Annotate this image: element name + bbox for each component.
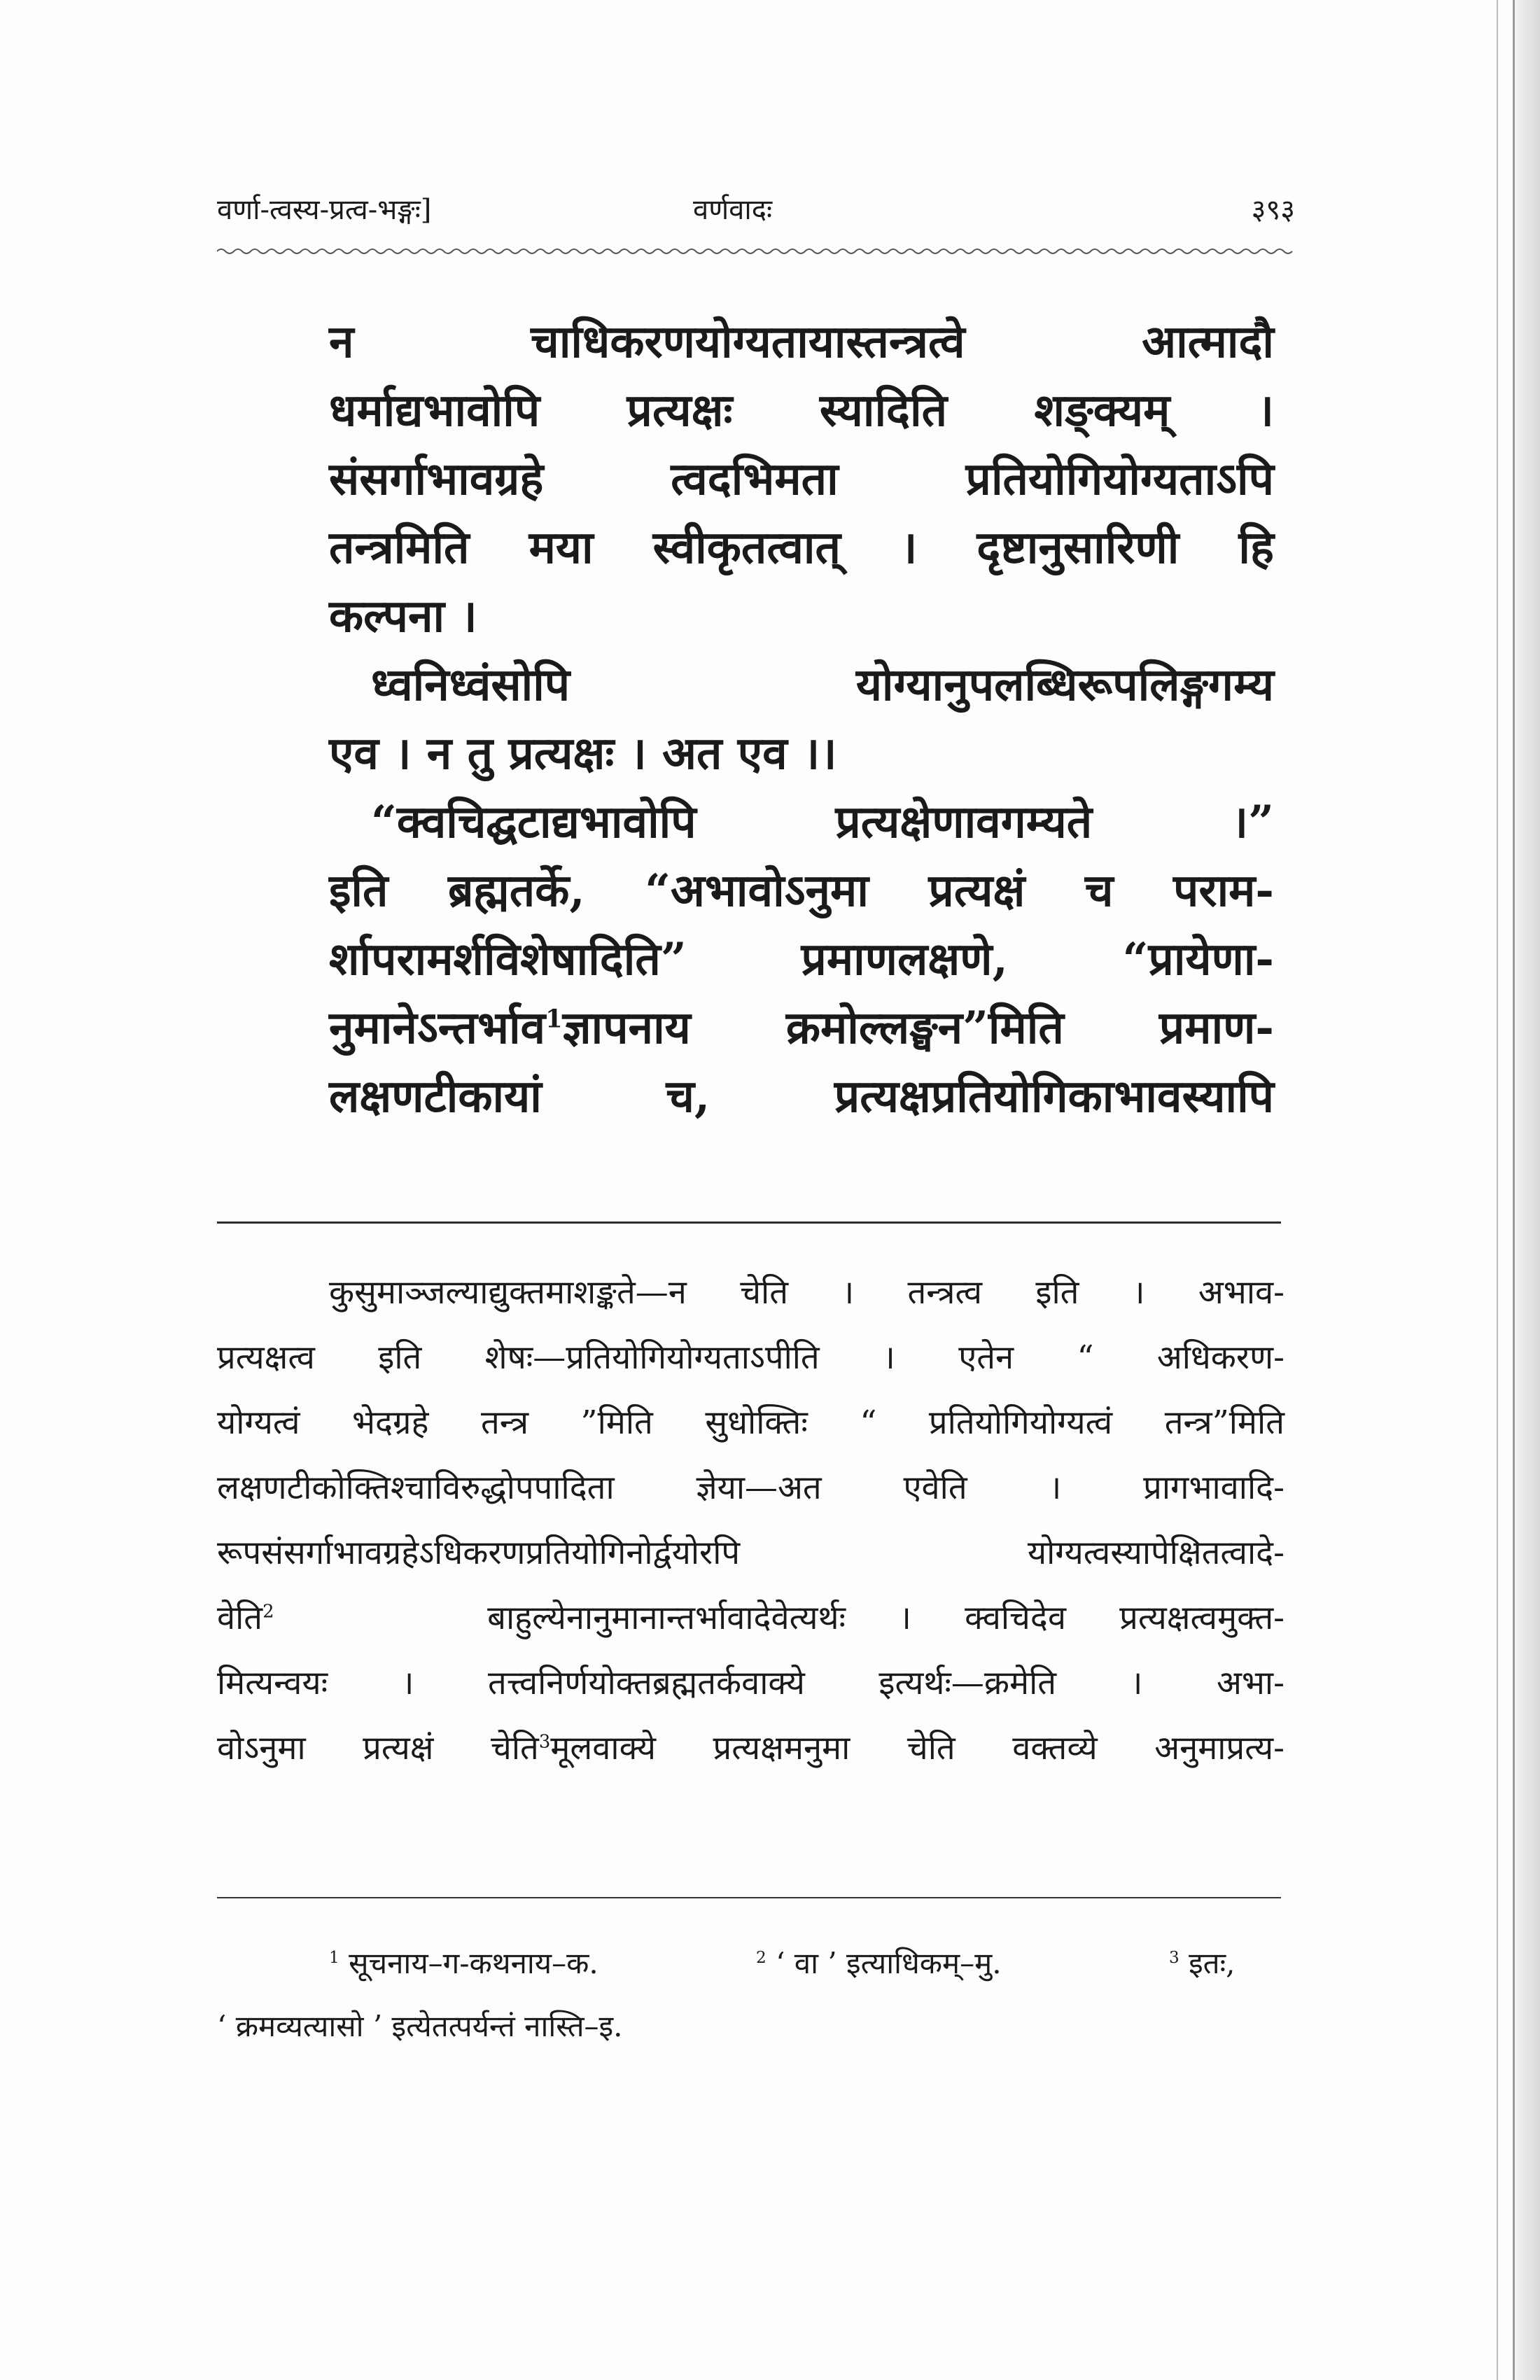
main-line: कल्पना । <box>329 590 477 643</box>
page-edge <box>1513 0 1540 2380</box>
commentary-line-part: वोऽनुमा प्रत्यक्षं चेति <box>217 1729 539 1768</box>
main-line-part: ज्ञापनाय क्रमोल्लङ्घन”मिति प्रमाण- <box>562 1002 1274 1054</box>
header-chapter-title: वर्णवादः <box>693 194 773 226</box>
commentary-line: रूपसंसर्गाभावग्रहेऽधिकरणप्रतियोगिनोर्द्वयोरपि योग्यत्वस्यापेक्षितत्वादे- <box>217 1534 1284 1572</box>
footnote-number: 3 <box>1169 1949 1180 1967</box>
commentary-line: लक्षणटीकोक्तिश्चाविरुद्धोपपादिता ज्ञेया—अत एवेति । प्रागभावादि- <box>217 1469 1284 1507</box>
footnote-text: सूचनाय–ग-कथनाय–क. <box>349 1946 598 1980</box>
footnote-2 <box>756 1932 1002 1995</box>
binding-line <box>1497 0 1498 2380</box>
footnote-row <box>217 1995 1284 2058</box>
footnote-mark: 3 <box>538 1731 551 1753</box>
running-header <box>217 189 1295 238</box>
main-line: एव । न तु प्रत्यक्षः । अत एव ।। <box>329 727 837 780</box>
page-number: ३९३ <box>1251 194 1295 226</box>
main-line: इति ब्रह्मतर्के, “अभावोऽनुमा प्रत्यक्षं च पराम- <box>329 864 1274 917</box>
main-line-part: नुमानेऽन्तर्भाव <box>329 1002 546 1054</box>
main-line: न चाधिकरणयोग्यतायास्तन्त्रत्वे आत्मादौ <box>329 316 1274 368</box>
text-divider <box>217 1222 1281 1224</box>
commentary-line: प्रत्यक्षत्व इति शेषः—प्रतियोगियोग्यताऽपीति । एतेन “ अधिकरण- <box>217 1338 1284 1377</box>
commentary <box>217 1260 1284 1781</box>
footnote-mark: 2 <box>262 1601 274 1623</box>
commentary-line: मित्यन्वयः । तत्त्वनिर्णयोक्तब्रह्मतर्कवाक्ये इत्यर्थः—क्रमेति । अभा- <box>217 1664 1284 1702</box>
commentary-line: कुसुमाञ्जल्याद्युक्तमाशङ्कते—न चेति । तन्त्रत्व इति । अभाव- <box>329 1273 1284 1312</box>
main-line: लक्षणटीकायां च, प्रत्यक्षप्रतियोगिकाभावस्यापि <box>329 1070 1274 1123</box>
main-text <box>329 308 1274 1131</box>
footnote-mark: 1 <box>545 1004 563 1034</box>
main-line: र्शापरामर्शविशेषादिति” प्रमाणलक्षणे, “प्रायेणा- <box>329 933 1274 986</box>
main-line: ध्वनिध्वंसोपि योग्यानुपलब्धिरूपलिङ्गगम्य <box>371 659 1274 711</box>
commentary-line: योग्यत्वं भेदग्रहे तन्त्र ”मिति सुधोक्तिः “ प्रतियोगियोग्यत्वं तन्त्र”मिति <box>217 1404 1284 1442</box>
main-line: तन्त्रमिति मया स्वीकृतत्वात् । दृष्टानुसारिणी हि <box>329 522 1274 574</box>
header-section-title: वर्णा-त्वस्य-प्रत्व-भङ्गः] <box>217 194 432 226</box>
footnote-text: इतः, <box>1189 1946 1236 1980</box>
commentary-line <box>217 1716 1284 1781</box>
commentary-line-part: वेति <box>217 1599 263 1637</box>
footnote-number: 1 <box>329 1949 340 1967</box>
footnote-number: 2 <box>756 1949 766 1967</box>
commentary-line <box>217 1586 1284 1651</box>
footnote-divider <box>217 1897 1281 1898</box>
footnote-1 <box>329 1932 598 1995</box>
footnote-row <box>217 1932 1284 1995</box>
commentary-line-part: मूलवाक्ये प्रत्यक्षमनुमा चेति वक्तव्ये अनुमाप्रत्य- <box>550 1729 1284 1768</box>
main-line <box>329 994 1274 1063</box>
footnote-text: ‘ वा ’ इत्याधिकम्–मु. <box>776 1946 1002 1980</box>
commentary-line-part: बाहुल्येनानुमानान्तर्भावादेवेत्यर्थः । क्वचिदेव प्रत्यक्षत्वमुक्त- <box>487 1599 1284 1637</box>
footnotes <box>217 1932 1284 2058</box>
main-line: “क्वचिद्घटाद्यभावोपि प्रत्यक्षेणावगम्यते ।” <box>371 796 1274 848</box>
main-line: संसर्गाभावग्रहे त्वदभिमता प्रतियोगियोग्यताऽपि <box>329 453 1274 505</box>
footnote-3-continued: ‘ क्रमव्यत्यासो ’ इत्येतत्पर्यन्तं नास्ति–इ. <box>217 2009 623 2043</box>
main-line: धर्माद्यभावोपि प्रत्यक्षः स्यादिति शङ्क्यम् । <box>329 384 1274 437</box>
footnote-3 <box>1169 1932 1235 1995</box>
header-wavy-rule <box>217 246 1295 256</box>
